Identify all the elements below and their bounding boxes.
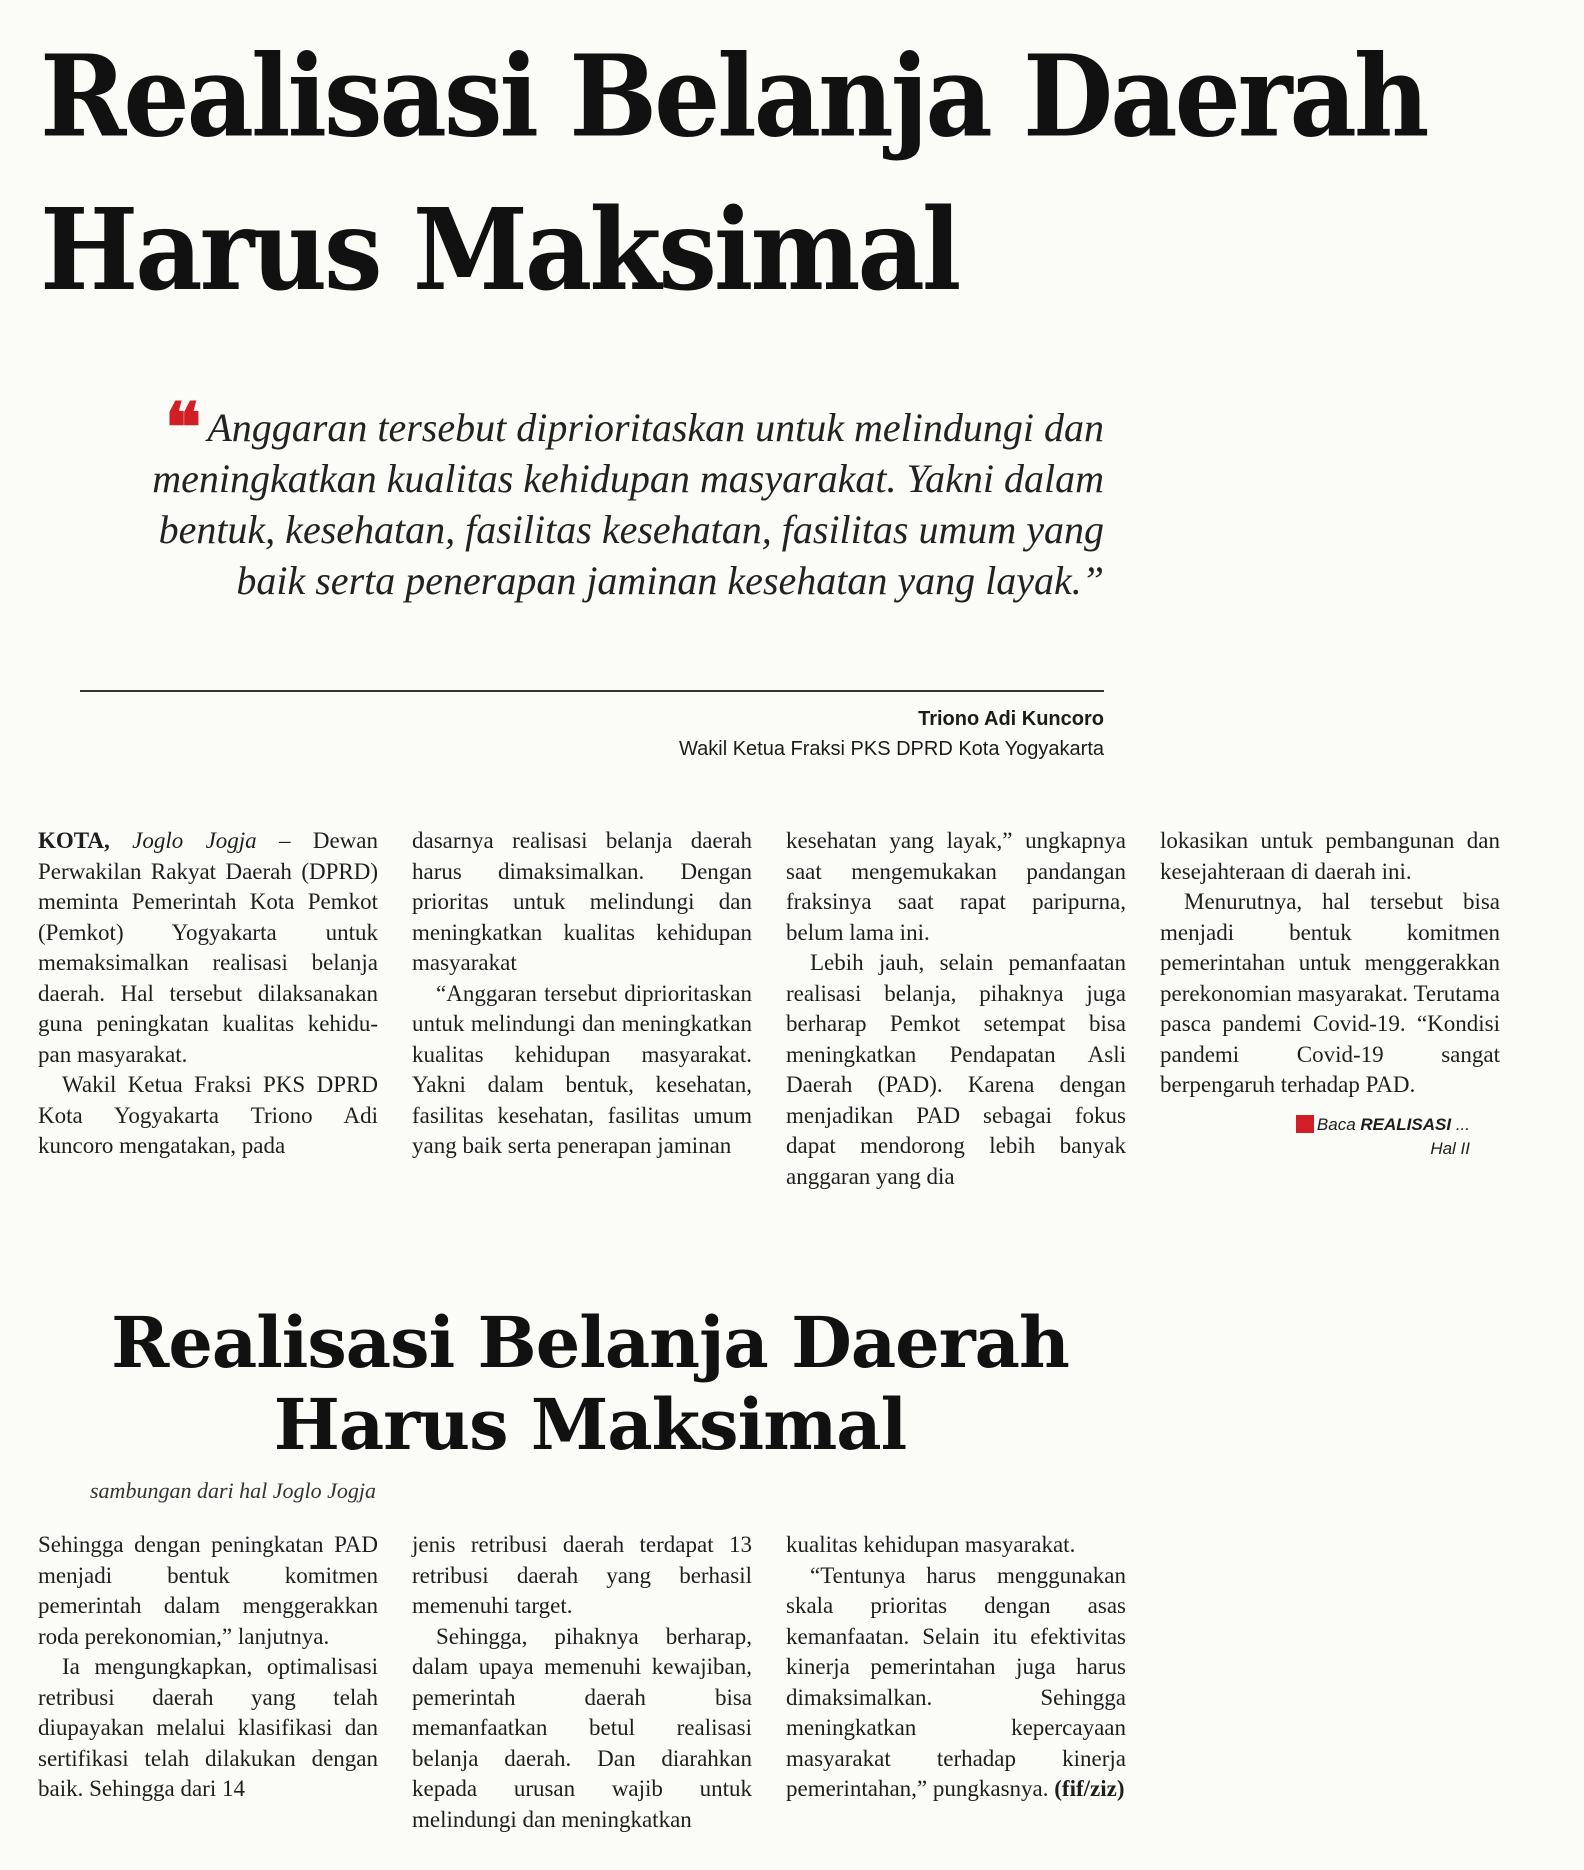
- continuation-note: sambungan dari hal Joglo Jogja: [90, 1478, 376, 1503]
- body-paragraph: Sehingga, pihaknya berharap, dalam upaya memenuhi kewajiban, pemerintah daerah bisa memanfaatkan betul realisasi belanja daerah. Dan diarahkan kepada urusan wajib untuk melindungi dan meningkatkan: [412, 1623, 752, 1832]
- red-square-icon: [1296, 1115, 1314, 1133]
- body-column: [412, 826, 752, 1162]
- headline-line: Harus Maksimal: [40, 183, 959, 316]
- pull-quote-text: Anggaran tersebut diprioritaskan untuk melindungi dan meningkatkan kualitas kehidupan masyarakat. Yakni dalam bentuk, kesehatan, fasilitas kesehatan, fasilitas umum yang baik serta penerapan jaminan kesehatan yang layak.”: [152, 405, 1104, 603]
- dateline-place: KOTA,: [38, 828, 110, 853]
- body-text: – Dewan Perwakilan Rakyat Daerah (DPRD) meminta Pemerintah Kota Pemkot (Pemkot) Yogyakarta untuk memaksimalkan realisasi belanja daerah. Hal tersebut dilaksanakan guna peningkatan kualitas kehidupan masyarakat.: [38, 828, 378, 1067]
- quote-divider: [80, 690, 1104, 692]
- body-paragraph: kualitas kehidupan masyarakat.: [786, 1532, 1076, 1557]
- body-paragraph: [38, 826, 378, 1070]
- body-paragraph: “Anggaran tersebut diprioritaskan untuk melindungi dan meningkatkan kualitas kehidupan masyarakat. Yakni dalam bentuk, kesehatan, fasilitas kesehatan, fasilitas umum yang baik serta penerapan jaminan: [412, 980, 752, 1158]
- headline-line: Realisasi Belanja Daerah: [111, 1301, 1069, 1384]
- continuation-headline: [60, 1302, 1120, 1466]
- body-column: [412, 1530, 752, 1835]
- body-paragraph: jenis retribusi daerah terdapat 13 retribusi daerah yang berhasil memenuhi target.: [412, 1532, 752, 1618]
- headline-line: Realisasi Belanja Daerah: [40, 29, 1427, 163]
- body-column: [1160, 826, 1500, 1161]
- body-paragraph: Ia mengungkapkan, optimalisasi retribusi daerah yang telah diupayakan melalui klasifikasi dan sertifikasi telah dilakukan dengan baik. Sehingga dari 14: [38, 1654, 378, 1801]
- article-body: [38, 826, 1500, 1192]
- quote-attribution-title: Wakil Ketua Fraksi PKS DPRD Kota Yogyakarta: [679, 738, 1104, 760]
- body-column: [38, 1530, 378, 1805]
- body-paragraph: Menurutnya, hal tersebut bisa menjadi bentuk komitmen pemerintahan untuk menggerakkan perekonomian masyarakat. Terutama pasca pandemi Covid-19. “Kondisi pandemi Covid-19 sangat berpengaruh terhadap PAD.: [1160, 889, 1500, 1097]
- headline-line: Harus Maksimal: [273, 1383, 907, 1466]
- continued-keyword: REALISASI: [1360, 1114, 1452, 1134]
- body-paragraph: kesehatan yang layak,” ungkapnya saat mengemukakan pandangan fraksinya saat rapat paripurna, belum lama ini.: [786, 828, 1126, 945]
- quote-mark-icon: ❝: [164, 388, 202, 468]
- continued-prefix: Baca: [1316, 1114, 1356, 1134]
- continuation-body: [38, 1530, 1126, 1835]
- continued-ellipsis: ...: [1455, 1114, 1470, 1134]
- continued-on-reference: [1160, 1113, 1500, 1161]
- body-paragraph: lokasikan untuk pembangunan dan kesejahteraan di daerah ini.: [1160, 828, 1500, 884]
- body-paragraph: Lebih jauh, selain pemanfaatan realisasi belanja, pihaknya juga berharap Pemkot setempat bisa meningkatkan Pendapatan Asli Daerah (PAD). Karena dengan menjadikan PAD sebagai fokus dapat mendorong lebih banyak anggaran yang dia: [786, 950, 1126, 1189]
- pull-quote: [80, 388, 1104, 606]
- body-paragraph: dasarnya realisasi belanja daerah harus dimaksimalkan. Dengan prioritas untuk melindungi dan meningkatkan kualitas kehidupan masyarakat: [412, 828, 752, 975]
- body-column: [38, 826, 378, 1162]
- continued-page: Hal II: [1430, 1138, 1470, 1158]
- dateline-publication: Joglo Jogja: [132, 828, 257, 853]
- quote-attribution-name: Triono Adi Kuncoro: [918, 708, 1104, 730]
- body-paragraph: [786, 1561, 1126, 1805]
- sign-off: (fif/ziz): [1054, 1776, 1125, 1801]
- body-column: [786, 826, 1126, 1192]
- headline: [40, 20, 1560, 327]
- body-column: [786, 1530, 1126, 1805]
- body-paragraph: Sehingga dengan peningkatan PAD menjadi bentuk komitmen pemerintah dalam menggerakkan roda perekonomian,” lanjutnya.: [38, 1532, 378, 1649]
- body-text: “Tentunya harus menggunakan skala prioritas dengan asas kemanfaatan. Selain itu efektivitas kinerja pemerintahan juga harus dimaksimalkan. Sehingga meningkatkan kepercayaan masyarakat terhadap kinerja pemerintahan,” pungkasnya.: [786, 1562, 1126, 1801]
- body-paragraph: Wakil Ketua Fraksi PKS DPRD Kota Yogyakarta Triono Adi kuncoro mengatakan, pada: [38, 1072, 378, 1158]
